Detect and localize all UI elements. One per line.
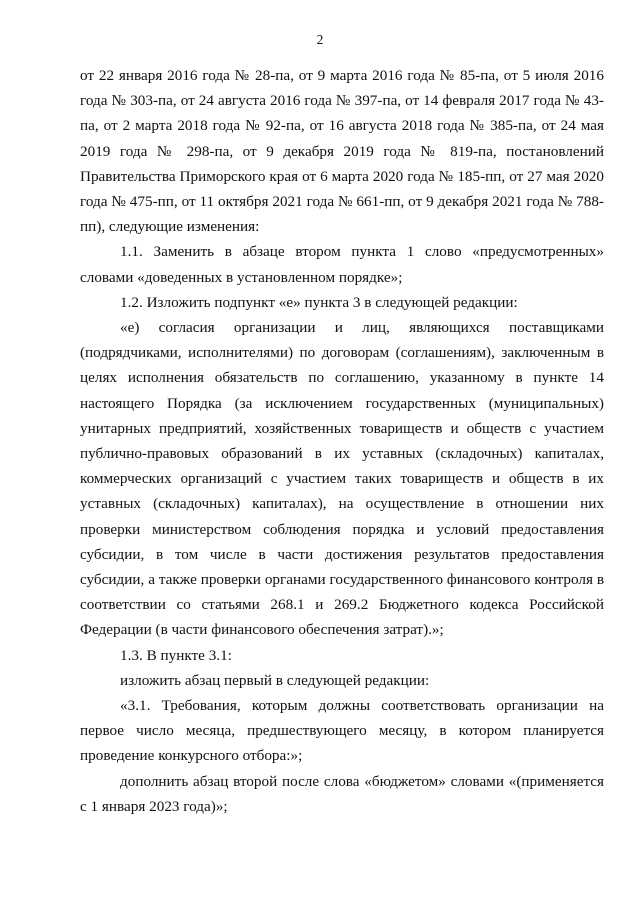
paragraph-item-1-2: 1.2. Изложить подпункт «е» пункта 3 в следующей редакции: <box>120 293 518 311</box>
document-body <box>80 63 604 819</box>
paragraph-supplement-second-abzac: дополнить абзац второй после слова «бюджетом» словами «(применяется с 1 января 2023 года)»; <box>80 772 604 815</box>
paragraph-clause-3-1: «3.1. Требования, которым должны соответствовать организации на первое число месяца, предшествующего месяцу, в котором планируется проведение конкурсного отбора:»; <box>80 697 604 765</box>
paragraph-restate-first-abzac: изложить абзац первый в следующей редакции: <box>120 671 430 689</box>
paragraph-item-1-1: 1.1. Заменить в абзаце втором пункта 1 слово «предусмотренных» словами «доведенных в установленном порядке»; <box>80 243 604 286</box>
paragraph-amended-acts-list: от 22 января 2016 года № 28-па, от 9 марта 2016 года № 85-па, от 5 июля 2016 года № 303-па, от 24 августа 2016 года № 397-па, от 14 февраля 2017 года № 43-па, от 2 марта 2018 года № 92-па, от 16 августа 2018 года № 385-па, от 24 мая 2019 года № 298-па, от 9 декабря 2019 года № 819-па, постановлений Правительства Приморского края от 6 марта 2020 года № 185-пп, от 27 мая 2020 года № 475-пп, от 11 октября 2021 года № 661-пп, от 9 декабря 2021 года № 788-пп), следующие изменения: <box>80 67 604 236</box>
paragraph-item-1-3: 1.3. В пункте 3.1: <box>120 646 232 664</box>
page-number: 2 <box>316 32 324 47</box>
paragraph-subclause-e: «е) согласия организации и лиц, являющихся поставщиками (подрядчиками, исполнителями) по договорам (соглашениям), заключенным в целях исполнения обязательств по соглашению, указанному в пункте 14 настоящего Порядка (за исключением государственных (муниципальных) унитарных предприятий, хозяйственных товариществ и обществ с участием публично-правовых образований в их уставных (складочных) капиталах, коммерческих организаций с участием таких товариществ и обществ в их уставных (складочных) капиталах), на осуществление в отношении них проверки министерством соблюдения порядка и условий предоставления субсидии, в том числе в части достижения результатов предоставления субсидии, а также проверки органами государственного финансового контроля в соответствии со статьями 268.1 и 269.2 Бюджетного кодекса Российской Федерации (в части финансового обеспечения затрат).»; <box>80 319 604 639</box>
